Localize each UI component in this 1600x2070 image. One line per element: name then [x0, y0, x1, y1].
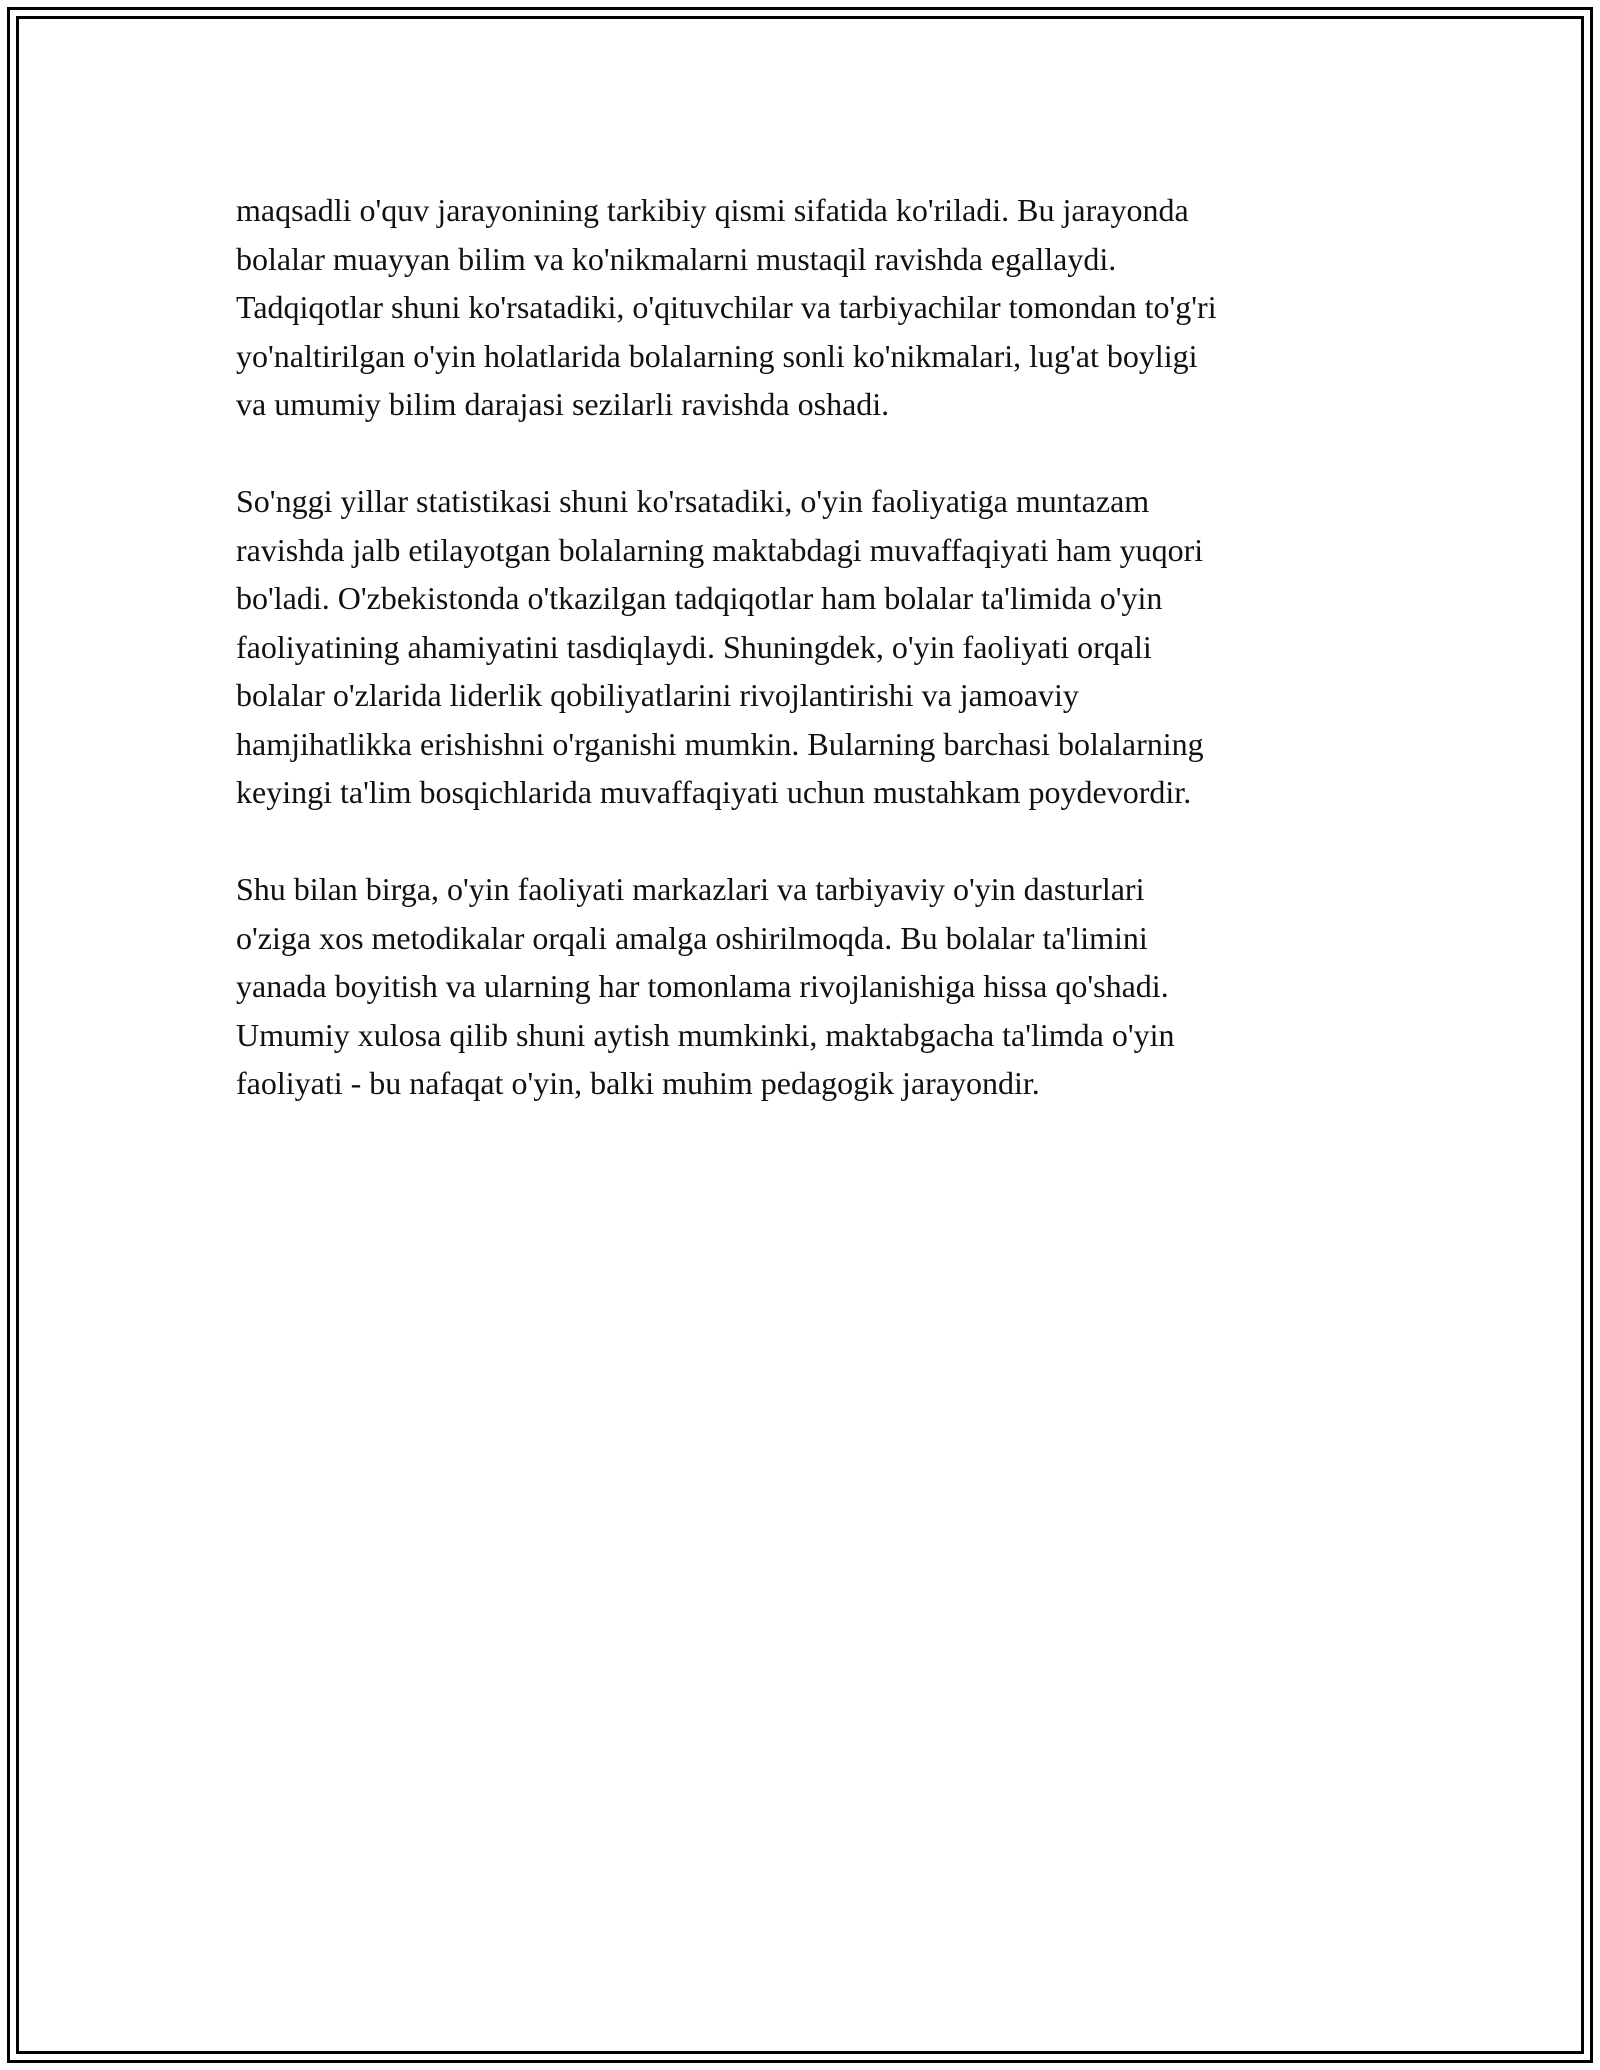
text-line: hamjihatlikka erishishni o'rganishi mumkin. Bularning barchasi bolalarning [236, 725, 1204, 762]
paragraph-1 [236, 186, 1366, 429]
document-body [236, 186, 1366, 1156]
paragraph-2 [236, 477, 1366, 817]
text-line: va umumiy bilim darajasi sezilarli ravishda oshadi. [236, 386, 890, 422]
text-line: So'nggi yillar statistikasi shuni ko'rsatadiki, o'yin faoliyatiga muntazam [236, 483, 1150, 519]
text-line: ravishda jalb etilayotgan bolalarning maktabdagi muvaffaqiyati ham yuqori [236, 531, 1204, 568]
paragraph-3 [236, 865, 1366, 1108]
text-line: Shu bilan birga, o'yin faoliyati markazlari va tarbiyaviy o'yin dasturlari [236, 871, 1145, 907]
text-line: yanada boyitish va ularning har tomonlama rivojlanishiga hissa qo'shadi. [236, 968, 1169, 1004]
text-line: Umumiy xulosa qilib shuni aytish mumkinki, maktabgacha ta'limda o'yin [236, 1016, 1175, 1053]
text-line: bolalar o'zlarida liderlik qobiliyatlarini rivojlantirishi va jamoaviy [236, 677, 1079, 713]
text-line: bo'ladi. O'zbekistonda o'tkazilgan tadqiqotlar ham bolalar ta'limida o'yin [236, 580, 1163, 616]
text-line: faoliyati - bu nafaqat o'yin, balki muhim pedagogik jarayondir. [236, 1065, 1040, 1101]
text-line: bolalar muayyan bilim va ko'nikmalarni mustaqil ravishda egallaydi. [236, 240, 1117, 277]
text-line: faoliyatining ahamiyatini tasdiqlaydi. Shuningdek, o'yin faoliyati orqali [236, 628, 1152, 665]
text-line: Tadqiqotlar shuni ko'rsatadiki, o'qituvchilar va tarbiyachilar tomondan to'g'ri [236, 289, 1217, 325]
text-line: keyingi ta'lim bosqichlarida muvaffaqiyati uchun mustahkam poydevordir. [236, 774, 1192, 810]
text-line: yo'naltirilgan o'yin holatlarida bolalarning sonli ko'nikmalari, lug'at boyligi [236, 337, 1198, 374]
text-line: o'ziga xos metodikalar orqali amalga oshirilmoqda. Bu bolalar ta'limini [236, 919, 1148, 956]
text-line: maqsadli o'quv jarayonining tarkibiy qismi sifatida ko'riladi. Bu jarayonda [236, 192, 1189, 228]
